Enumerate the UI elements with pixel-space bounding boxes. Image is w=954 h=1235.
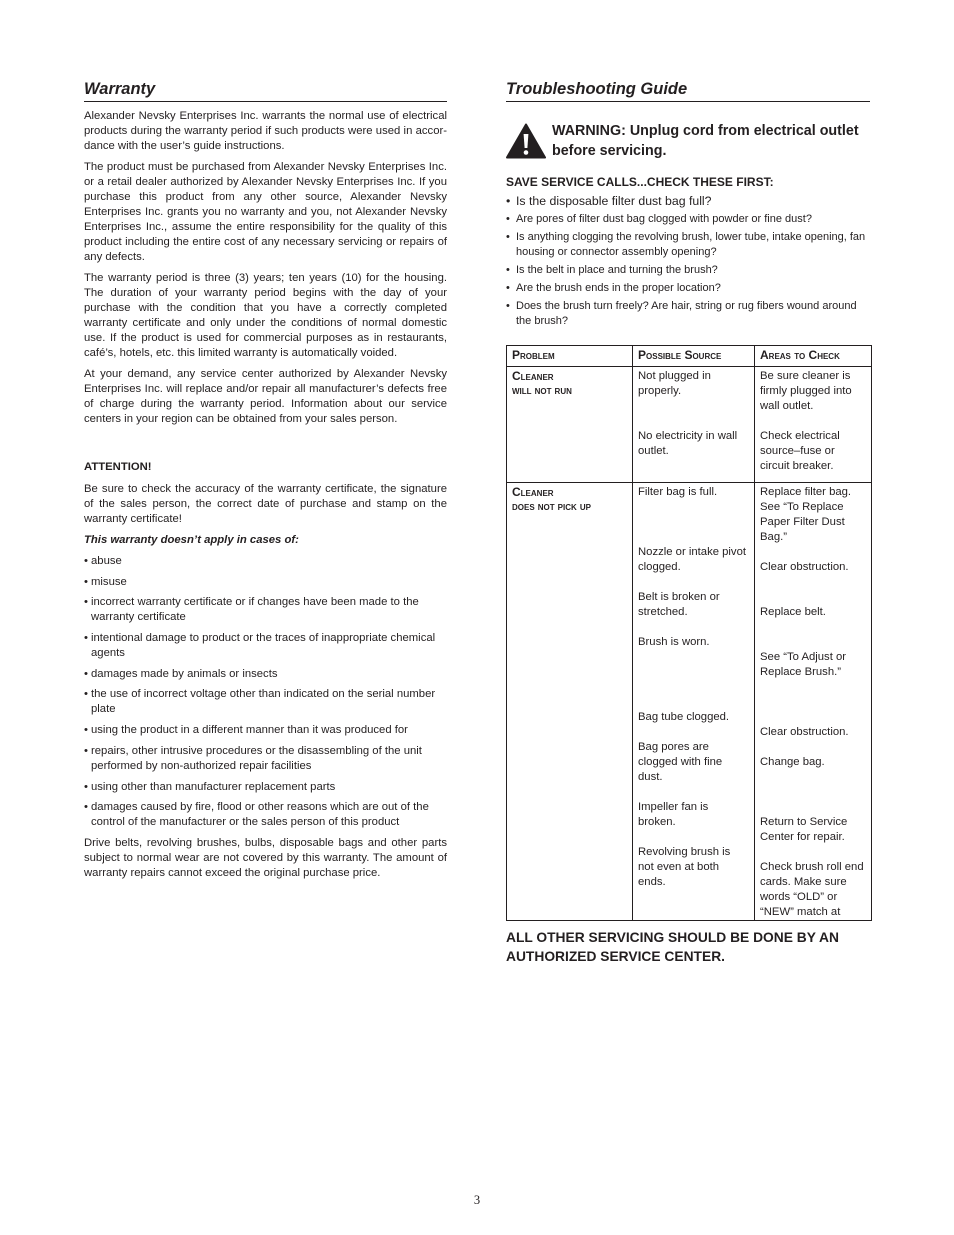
problem-title: Cleaner xyxy=(512,369,554,383)
check-text: Check electrical source–fuse or circuit breaker. xyxy=(760,430,840,472)
source-text: Bag tube clogged. xyxy=(638,711,730,723)
check-cell xyxy=(755,483,872,921)
column-header: Areas to Check xyxy=(755,346,872,367)
source-cell xyxy=(633,367,755,483)
exclusion-item: • misuse xyxy=(84,575,127,588)
save-calls-heading: SAVE SERVICE CALLS...CHECK THESE FIRST: xyxy=(506,175,774,189)
check-item: • Is the belt in place and turning the brush? xyxy=(506,263,870,278)
warranty-paragraph: Alexander Nevsky Enterprises Inc. warrants the normal use of electrical products during the warranty period if such products were used in accor-dance with the user’s guide instructions. xyxy=(84,110,447,152)
check-text: Change bag. xyxy=(760,756,825,768)
check-text: Clear obstruction. xyxy=(760,726,849,738)
troubleshooting-table xyxy=(506,345,872,921)
warranty-section xyxy=(84,80,447,887)
exclusion-item: • abuse xyxy=(84,555,122,567)
check-text: Return to Service Center for repair. xyxy=(760,816,848,843)
exclusion-item: • damages caused by fire, flood or other reasons which are out of the control of the manufacturer or the sales person of this product xyxy=(84,801,429,829)
source-text: Belt is broken or stretched. xyxy=(638,591,720,618)
troubleshooting-section xyxy=(506,80,870,966)
exclusion-item: • the use of incorrect voltage other than indicated on the serial number plate xyxy=(84,688,436,716)
problem-cell xyxy=(507,483,633,921)
warning-triangle-icon xyxy=(506,123,546,159)
check-item: • Are the brush ends in the proper location? xyxy=(506,281,870,296)
attention-heading: ATTENTION! xyxy=(84,461,152,473)
warning-box xyxy=(506,122,870,161)
warranty-closing: Drive belts, revolving brushes, bulbs, disposable bags and other parts subject to normal wear are not covered by this warranty. The amount of warranty repairs cannot exceed the original purchase price. xyxy=(84,836,447,879)
source-text: Revolving brush is not even at both ends. xyxy=(638,846,731,888)
check-text: See “To Adjust or Replace Brush.” xyxy=(760,651,847,678)
source-text: Impeller fan is broken. xyxy=(638,801,709,828)
final-note: ALL OTHER SERVICING SHOULD BE DONE BY AN AUTHORIZED SERVICE CENTER. xyxy=(506,930,839,964)
check-text: Replace filter bag. See “To Replace Paper Filter Dust Bag.” xyxy=(760,486,852,543)
warranty-paragraph: The warranty period is three (3) years; ten years (10) for the housing. The duration of your warranty period begins with the day of your purchase with the condition that you have a correctly completed warranty certificate and only under the conditions of normal domestic use. If the product is used for commercial purposes as in restaurants, café’s, hotels, etc. this limited warranty is automatically voided. xyxy=(84,272,447,359)
troubleshooting-title: Troubleshooting Guide xyxy=(506,80,870,102)
source-text: Nozzle or intake pivot clogged. xyxy=(638,546,746,573)
attention-text: Be sure to check the accuracy of the warranty certificate, the signature of the sales person, the correct date of purchase and stamp on the warranty certificate! xyxy=(84,483,447,525)
problem-subtitle: will not run xyxy=(512,385,572,397)
source-text: Brush is worn. xyxy=(638,636,710,648)
exclusion-item: • using the product in a different manner than it was produced for xyxy=(84,724,408,737)
source-text: Filter bag is full. xyxy=(638,486,718,498)
check-item: • Is the disposable filter dust bag full? xyxy=(506,194,870,209)
check-text: Replace belt. xyxy=(760,606,826,618)
check-list xyxy=(506,194,870,329)
column-header: Problem xyxy=(507,346,633,367)
warranty-title: Warranty xyxy=(84,80,447,102)
exclusions-heading: This warranty doesn’t apply in cases of: xyxy=(84,534,299,546)
table-row xyxy=(507,367,872,483)
check-item: • Are pores of filter dust bag clogged with powder or fine dust? xyxy=(506,212,870,227)
exclusion-item: • repairs, other intrusive procedures or the disassembling of the unit performed by non-authorized repair facilities xyxy=(84,744,422,772)
problem-cell xyxy=(507,367,633,483)
exclusion-item: • damages made by animals or insects xyxy=(84,667,278,680)
warranty-paragraph: At your demand, any service center authorized by Alexander Nevsky Enterprises Inc. will replace and/or repair all manufacturer’s defects free of charge during the warranty period. Information about our service centers in your region can be obtained from your sales person. xyxy=(84,368,447,425)
exclusion-item: • using other than manufacturer replacement parts xyxy=(84,780,336,793)
source-cell xyxy=(633,483,755,921)
check-text: Clear obstruction. xyxy=(760,561,849,573)
check-cell xyxy=(755,367,872,483)
check-item: • Does the brush turn freely? Are hair, string or rug fibers wound around the brush? xyxy=(506,299,870,329)
source-text: Not plugged in properly. xyxy=(638,370,711,397)
source-text: Bag pores are clogged with fine dust. xyxy=(638,741,723,783)
check-text: Check brush roll end cards. Make sure words “OLD” or “NEW” match at xyxy=(760,861,864,918)
column-header: Possible Source xyxy=(633,346,755,367)
page-number: 3 xyxy=(473,1193,481,1207)
exclusion-item: • incorrect warranty certificate or if changes have been made to the warranty certificate xyxy=(84,596,419,624)
table-row xyxy=(507,483,872,921)
check-item: • Is anything clogging the revolving brush, lower tube, intake opening, fan housing or connector assembly opening? xyxy=(506,230,870,260)
exclusion-item: • intentional damage to product or the traces of inappropriate chemical agents xyxy=(84,632,436,660)
source-text: No electricity in wall outlet. xyxy=(638,430,738,457)
exclusions-list xyxy=(84,554,447,830)
warning-text: WARNING: Unplug cord from electrical outlet before servicing. xyxy=(552,123,859,159)
problem-title: Cleaner xyxy=(512,485,554,499)
table-header-row xyxy=(507,346,872,367)
problem-subtitle: does not pick up xyxy=(512,501,591,513)
warranty-paragraph: The product must be purchased from Alexander Nevsky Enterprises Inc. or a retail dealer authorized by Alexander Nevsky Enterprises Inc. If you purchase this product from any other source, Alexander Nevsky Enterprises Inc. grants you no warranty and you, not Alexander Nevsky Enterprises Inc., assume the entire responsibility for the quality of this product including the entire cost of any necessary servicing or repairs of any defects. xyxy=(84,161,447,263)
check-text: Be sure cleaner is firmly plugged into wall outlet. xyxy=(760,370,852,412)
